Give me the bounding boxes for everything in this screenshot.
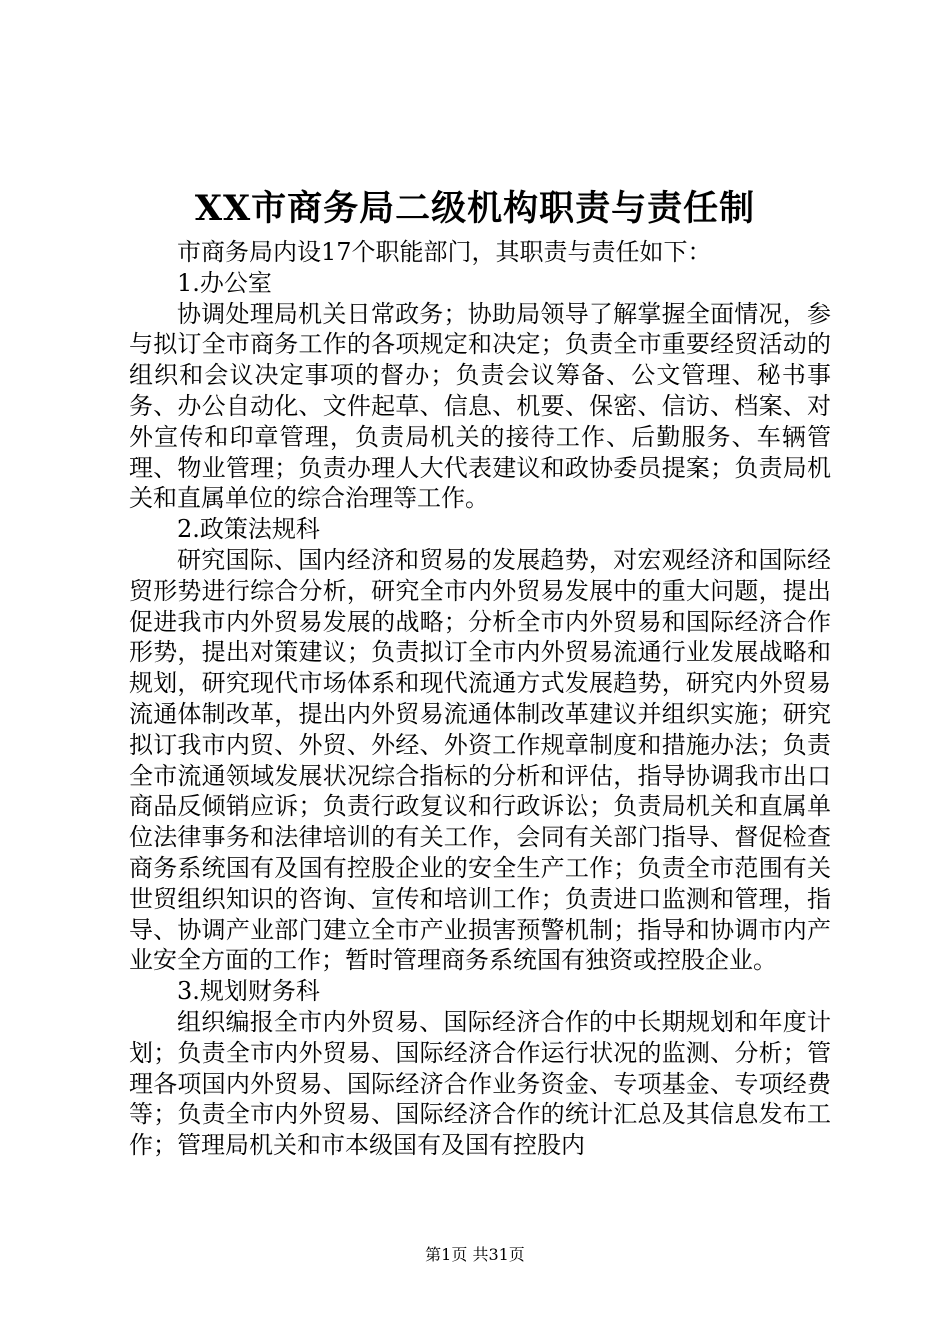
section-text-planning: 组织编报全市内外贸易、国际经济合作的中长期规划和年度计划；负责全市内外贸易、国际经济合作运行状况的监测、分析；管理各项国内外贸易、国际经济合作业务资金、专项基金、专项经费等；负责全市内外贸易、国际经济合作的统计汇总及其信息发布工作；管理局机关和市本级国有及国有控股内	[129, 1007, 831, 1160]
document-body	[129, 237, 831, 1161]
section-text-policy: 研究国际、国内经济和贸易的发展趋势，对宏观经济和国际经贸形势进行综合分析，研究全市内外贸易发展中的重大问题，提出促进我市内外贸易发展的战略；分析全市内外贸易和国际经济合作形势，提出对策建议；负责拟订全市内外贸易流通行业发展战略和规划，研究现代市场体系和现代流通方式发展趋势，研究内外贸易流通体制改革，提出内外贸易流通体制改革建议并组织实施；研究拟订我市内贸、外贸、外经、外资工作规章制度和措施办法；负责全市流通领域发展状况综合指标的分析和评估，指导协调我市出口商品反倾销应诉；负责行政复议和行政诉讼；负责局机关和直属单位法律事务和法律培训的有关工作，会同有关部门指导、督促检查商务系统国有及国有控股企业的安全生产工作；负责全市范围有关世贸组织知识的咨询、宣传和培训工作；负责进口监测和管理，指导、协调产业部门建立全市产业损害预警机制；指导和协调市内产业安全方面的工作；暂时管理商务系统国有独资或控股企业。	[129, 545, 831, 975]
document-title: XX市商务局二级机构职责与责任制	[194, 188, 756, 229]
section-heading-planning: 3.规划财务科	[177, 977, 320, 1006]
section-text-office: 协调处理局机关日常政务；协助局领导了解掌握全面情况，参与拟订全市商务工作的各项规定和决定；负责全市重要经贸活动的组织和会议决定事项的督办；负责会议筹备、公文管理、秘书事务、办公自动化、文件起草、信息、机要、保密、信访、档案、对外宣传和印章管理，负责局机关的接待工作、后勤服务、车辆管理、物业管理；负责办理人大代表建议和政协委员提案；负责局机关和直属单位的综合治理等工作。	[129, 299, 831, 513]
section-heading-policy: 2.政策法规科	[177, 515, 320, 544]
intro-paragraph: 市商务局内设17个职能部门，其职责与责任如下：	[177, 238, 712, 266]
page-footer: 第1页 共31页	[425, 1245, 525, 1264]
section-heading-office: 1.办公室	[177, 268, 272, 297]
